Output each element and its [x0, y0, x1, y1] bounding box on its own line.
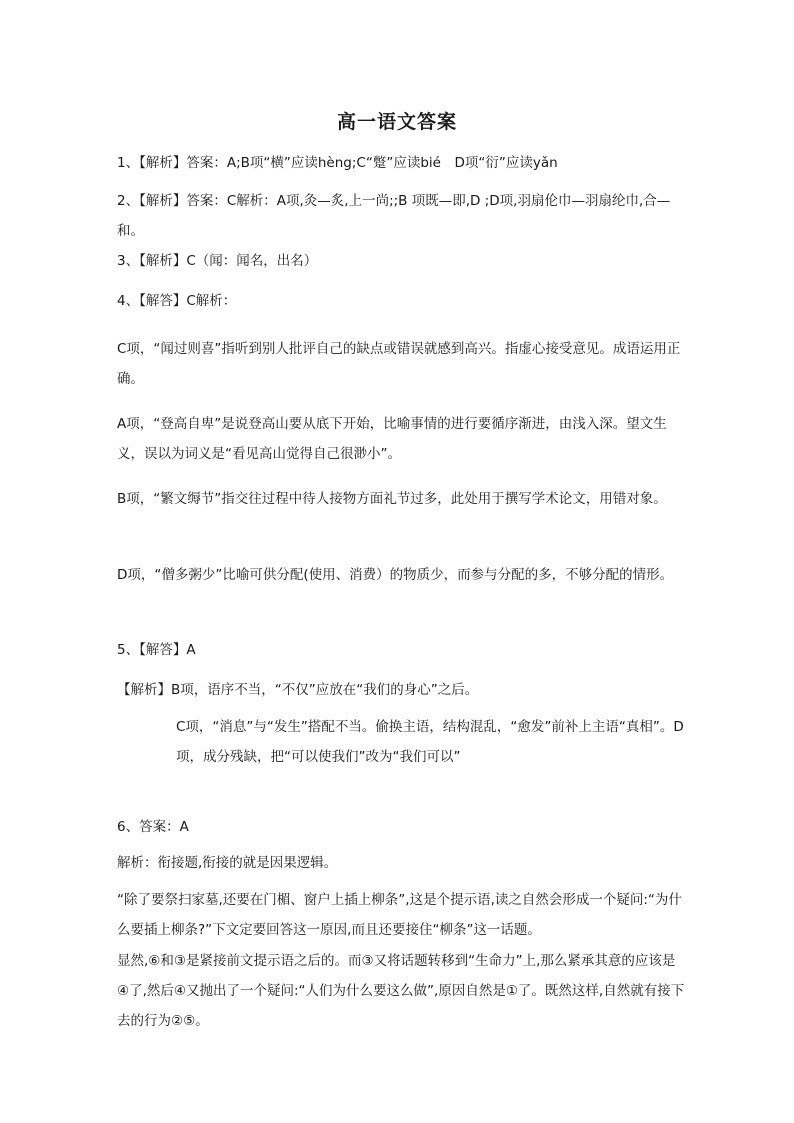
answer-6-reasoning-1: “除了要祭扫家墓,还要在门楣、窗户上插上柳条”,这是个提示语,读之自然会形成一个疑问:“为什么要插上柳条?”下文定要回答这一原因,而且还要接住“柳条”这一话题。	[117, 892, 682, 938]
answer-4-heading: 4、【解答】C解析：	[117, 293, 237, 309]
answer-6-analysis: 解析：衔接题,衔接的就是因果逻辑。	[117, 855, 338, 871]
answer-2: 2、【解析】答案：C解析：A项,灸—炙,上一尚;;B 项既—即,D ;D项,羽扇伦巾—羽扇纶巾,合—和。	[117, 193, 671, 239]
answer-5-analysis: 【解析】B项，语序不当，“不仅”应放在“我们的身心”之后。	[117, 682, 479, 698]
answer-4-option-a: A项，“登高自卑”是说登高山要从底下开始，比喻事情的进行要循序渐进，由浅入深。望文生义，误以为词义是“看见高山觉得自己很渺小”。	[117, 416, 667, 462]
answer-6-reasoning-2: 显然,⑥和③是紧接前文提示语之后的。而③又将话题转移到“生命力”上,那么紧承其意的应该是④了,然后④又抛出了一个疑问:“人们为什么要这么做”,原因自然是①了。既然这样,自然就有接下去的行为②⑤。	[117, 953, 685, 1029]
answer-4-option-b: B项，“繁文缛节”指交往过程中待人接物方面礼节过多，此处用于撰写学术论文，用错对象。	[117, 491, 667, 507]
answer-6: 6、答案：A	[117, 819, 189, 835]
answer-4-option-d: D项，“僧多粥少”比喻可供分配(使用、消费）的物质少，而参与分配的多，不够分配的情形。	[117, 567, 674, 583]
answer-5: 5、【解答】A	[117, 642, 196, 658]
answer-1: 1、【解析】答案：A;B项“横”应读hèng;C“蹩”应读bié D项“衍”应读yǎn	[117, 155, 558, 171]
answer-3: 3、【解析】C（闻：闻名，出名）	[117, 253, 318, 269]
document-title: 高一语文答案	[336, 111, 457, 133]
answer-5-analysis-cd: C项，“消息”与“发生”搭配不当。偷换主语，结构混乱，“愈发”前补上主语“真相”。D项，成分残缺，把“可以使我们”改为“我们可以”	[176, 719, 684, 765]
answer-4-option-c: C项，“闻过则喜”指听到别人批评自己的缺点或错误就感到高兴。指虚心接受意见。成语运用正确。	[117, 341, 681, 387]
